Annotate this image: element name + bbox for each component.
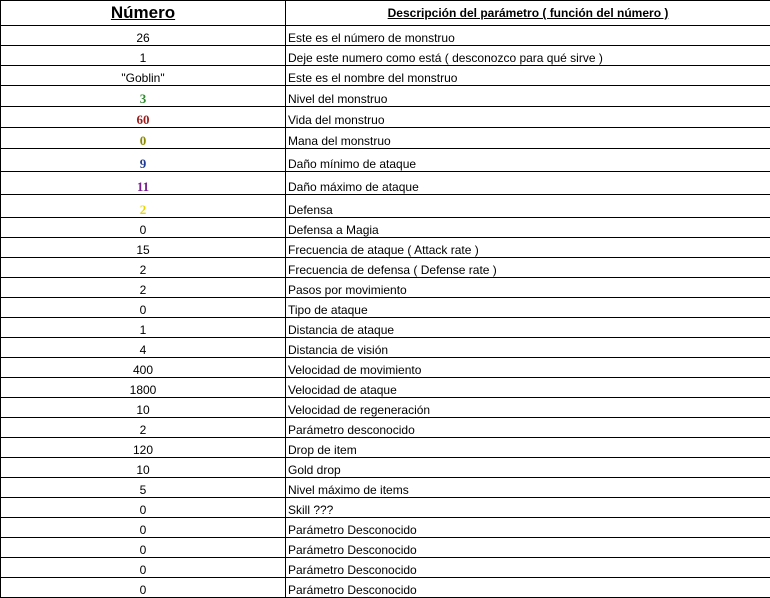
table-row (1, 298, 770, 318)
cell-description[interactable]: Frecuencia de ataque ( Attack rate ) (286, 238, 770, 258)
table-row (1, 149, 770, 172)
table-header-row (1, 1, 770, 26)
cell-value[interactable]: 11 (1, 172, 286, 195)
cell-value[interactable]: 0 (1, 538, 286, 558)
cell-description[interactable]: Drop de item (286, 438, 770, 458)
cell-description[interactable]: Distancia de ataque (286, 318, 770, 338)
table-row (1, 458, 770, 478)
table-row (1, 66, 770, 86)
table-row (1, 195, 770, 218)
table-row (1, 172, 770, 195)
cell-description[interactable]: Pasos por movimiento (286, 278, 770, 298)
table-row (1, 86, 770, 107)
cell-description[interactable]: Nivel del monstruo (286, 86, 770, 107)
cell-value[interactable]: 0 (1, 218, 286, 238)
table-row (1, 107, 770, 128)
table-row (1, 518, 770, 538)
cell-description[interactable]: Vida del monstruo (286, 107, 770, 128)
cell-value[interactable]: 2 (1, 258, 286, 278)
cell-value[interactable]: 9 (1, 149, 286, 172)
table-row (1, 378, 770, 398)
table-row (1, 578, 770, 598)
cell-description[interactable]: Nivel máximo de items (286, 478, 770, 498)
cell-value[interactable]: 0 (1, 128, 286, 149)
cell-description[interactable]: Gold drop (286, 458, 770, 478)
cell-description[interactable]: Defensa a Magia (286, 218, 770, 238)
cell-description[interactable]: Skill ??? (286, 498, 770, 518)
cell-description[interactable]: Defensa (286, 195, 770, 218)
cell-value[interactable]: "Goblin" (1, 66, 286, 86)
cell-value[interactable]: 2 (1, 418, 286, 438)
header-number: Número (1, 1, 286, 26)
cell-description[interactable]: Parámetro Desconocido (286, 518, 770, 538)
table-row (1, 278, 770, 298)
cell-description[interactable]: Frecuencia de defensa ( Defense rate ) (286, 258, 770, 278)
table-row (1, 128, 770, 149)
cell-description[interactable]: Parámetro desconocido (286, 418, 770, 438)
cell-value[interactable]: 0 (1, 518, 286, 538)
cell-description[interactable]: Tipo de ataque (286, 298, 770, 318)
table-row (1, 218, 770, 238)
cell-description[interactable]: Parámetro Desconocido (286, 578, 770, 598)
table-row (1, 318, 770, 338)
cell-value[interactable]: 1800 (1, 378, 286, 398)
cell-description[interactable]: Velocidad de movimiento (286, 358, 770, 378)
cell-value[interactable]: 120 (1, 438, 286, 458)
table-row (1, 558, 770, 578)
cell-description[interactable]: Daño máximo de ataque (286, 172, 770, 195)
table-row (1, 338, 770, 358)
table-row (1, 498, 770, 518)
cell-value[interactable]: 0 (1, 498, 286, 518)
cell-value[interactable]: 10 (1, 458, 286, 478)
cell-value[interactable]: 60 (1, 107, 286, 128)
cell-value[interactable]: 1 (1, 318, 286, 338)
cell-value[interactable]: 26 (1, 26, 286, 46)
cell-description[interactable]: Parámetro Desconocido (286, 538, 770, 558)
cell-value[interactable]: 0 (1, 298, 286, 318)
cell-value[interactable]: 5 (1, 478, 286, 498)
cell-value[interactable]: 0 (1, 558, 286, 578)
cell-value[interactable]: 4 (1, 338, 286, 358)
cell-description[interactable]: Daño mínimo de ataque (286, 149, 770, 172)
cell-value[interactable]: 3 (1, 86, 286, 107)
table-row (1, 438, 770, 458)
table-row (1, 46, 770, 66)
table-row (1, 258, 770, 278)
table-row (1, 358, 770, 378)
table-row (1, 478, 770, 498)
cell-description[interactable]: Este es el nombre del monstruo (286, 66, 770, 86)
cell-value[interactable]: 2 (1, 195, 286, 218)
cell-description[interactable]: Distancia de visión (286, 338, 770, 358)
cell-value[interactable]: 2 (1, 278, 286, 298)
header-description: Descripción del parámetro ( función del número ) (286, 1, 770, 26)
table-row (1, 398, 770, 418)
table-row (1, 418, 770, 438)
cell-description[interactable]: Parámetro Desconocido (286, 558, 770, 578)
cell-value[interactable]: 0 (1, 578, 286, 598)
cell-description[interactable]: Velocidad de regeneración (286, 398, 770, 418)
cell-value[interactable]: 400 (1, 358, 286, 378)
table-row (1, 26, 770, 46)
table-row (1, 238, 770, 258)
cell-description[interactable]: Velocidad de ataque (286, 378, 770, 398)
cell-value[interactable]: 15 (1, 238, 286, 258)
cell-value[interactable]: 1 (1, 46, 286, 66)
cell-value[interactable]: 10 (1, 398, 286, 418)
cell-description[interactable]: Este es el número de monstruo (286, 26, 770, 46)
cell-description[interactable]: Deje este numero como está ( desconozco para qué sirve ) (286, 46, 770, 66)
cell-description[interactable]: Mana del monstruo (286, 128, 770, 149)
table-row (1, 538, 770, 558)
